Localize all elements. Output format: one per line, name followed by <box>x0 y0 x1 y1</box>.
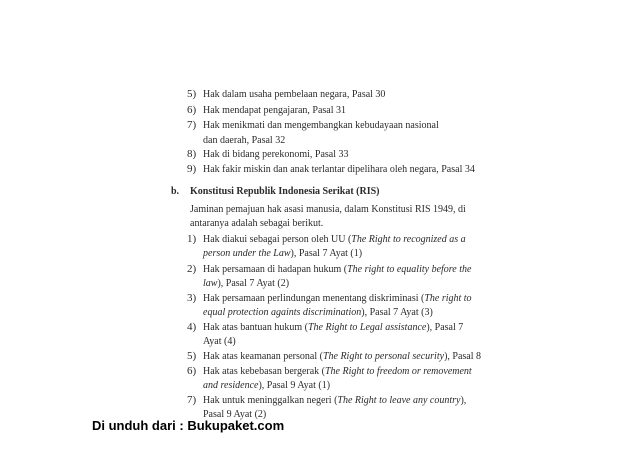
list-item-number: 8) <box>187 148 197 160</box>
list-item-text: Hak untuk meninggalkan negeri (The Right to leave any country), <box>203 395 467 406</box>
list-item-text: Hak atas keamanan personal (The Right to personal security), Pasal 8 <box>203 351 482 362</box>
list-item-text: Hak fakir miskin dan anak terlantar dipelihara oleh negara, Pasal 34 <box>203 164 475 175</box>
list-item-text: Hak di bidang perekonomi, Pasal 33 <box>203 149 349 160</box>
list-item-text: person under the Law), Pasal 7 Ayat (1) <box>203 248 363 259</box>
list-item-text: Hak mendapat pengajaran, Pasal 31 <box>203 105 347 116</box>
list-item-text: Hak diakui sebagai person oleh UU (The Right to recognized as a <box>203 234 466 245</box>
list-item-number: 7) <box>187 394 197 406</box>
list-item-number: 1) <box>187 233 197 245</box>
list-item-text: Hak atas bantuan hukum (The Right to Legal assistance), Pasal 7 <box>203 322 464 333</box>
list-item-text: dan daerah, Pasal 32 <box>203 135 286 146</box>
list-item-text: and residence), Pasal 9 Ayat (1) <box>203 380 331 391</box>
list-item-text: Pasal 9 Ayat (2) <box>203 409 267 420</box>
list-item-text: Hak persamaan di hadapan hukum (The right to equality before the <box>203 264 472 275</box>
section-label: b. <box>171 186 180 197</box>
intro-text: Jaminan pemajuan hak asasi manusia, dalam Konstitusi RIS 1949, di <box>190 204 466 215</box>
list-item-text: equal protection againts discrimination), Pasal 7 Ayat (3) <box>203 307 433 318</box>
list-item-number: 3) <box>187 292 197 304</box>
list-item-text: Ayat (4) <box>203 336 236 347</box>
list-item-number: 5) <box>187 88 197 100</box>
list-item-text: Hak dalam usaha pembelaan negara, Pasal 30 <box>203 89 386 100</box>
list-item-text: Hak persamaan perlindungan menentang diskriminasi (The right to <box>203 293 472 304</box>
list-item-number: 6) <box>187 365 197 377</box>
list-item-number: 9) <box>187 163 197 175</box>
section-heading: Konstitusi Republik Indonesia Serikat (RIS) <box>190 186 380 197</box>
list-item-text: Hak menikmati dan mengembangkan kebudayaan nasional <box>203 120 439 131</box>
list-item-text: Hak atas kebebasan bergerak (The Right to freedom or removement <box>203 366 472 377</box>
list-item-number: 5) <box>187 350 197 362</box>
list-item-number: 7) <box>187 119 197 131</box>
list-item-number: 6) <box>187 104 197 116</box>
list-item-text: law), Pasal 7 Ayat (2) <box>203 278 290 289</box>
download-source-watermark: Di unduh dari : Bukupaket.com <box>92 418 285 433</box>
list-item-number: 4) <box>187 321 197 333</box>
list-item-number: 2) <box>187 263 197 275</box>
intro-text: antaranya adalah sebagai berikut. <box>190 218 324 229</box>
